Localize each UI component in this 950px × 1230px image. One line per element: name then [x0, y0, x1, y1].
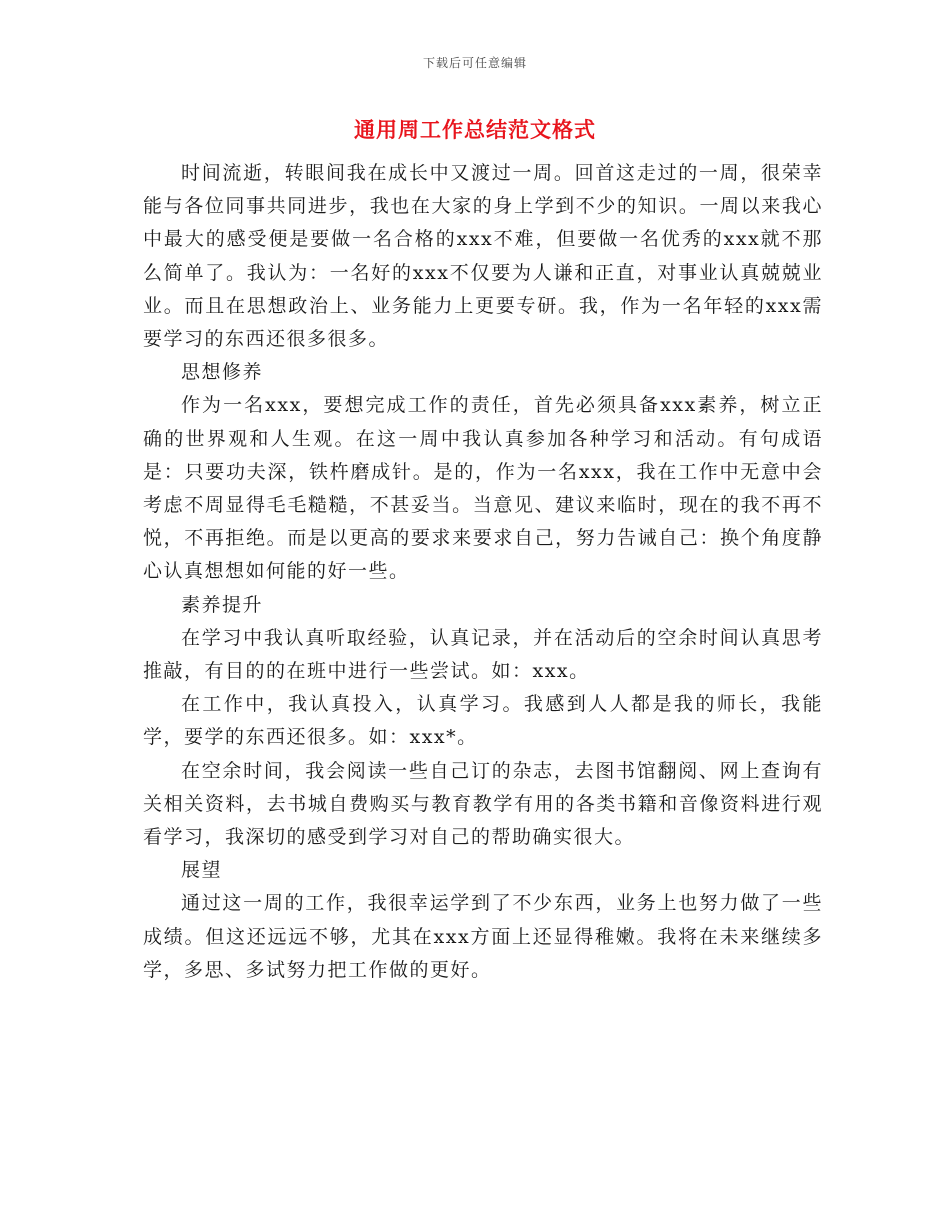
document-body: [143, 157, 823, 987]
section-heading-outlook: 展望: [181, 859, 223, 882]
section-heading-improvement: 素养提升: [181, 593, 264, 616]
paragraph-learning: 在学习中我认真听取经验，认真记录，并在活动后的空余时间认真思考推敲，有目的的在班中进行一些尝试。如：xxx。: [143, 626, 823, 683]
document-title: 通用周工作总结范文格式: [354, 118, 596, 142]
paragraph-intro: 时间流逝，转眼间我在成长中又渡过一周。回首这走过的一周，很荣幸能与各位同事共同进步，我也在大家的身上学到不少的知识。一周以来我心中最大的感受便是要做一名合格的xxx不难，但要做一名优秀的xxx就不那么简单了。我认为：一名好的xxx不仅要为人谦和正直，对事业认真兢兢业业。而且在思想政治上、业务能力上更要专研。我，作为一名年轻的xxx需要学习的东西还很多很多。: [143, 162, 823, 351]
paragraph-outlook: 通过这一周的工作，我很幸运学到了不少东西，业务上也努力做了一些成绩。但这还远远不够，尤其在xxx方面上还显得稚嫩。我将在未来继续多学，多思、多试努力把工作做的更好。: [143, 892, 823, 981]
paragraph-work: 在工作中，我认真投入，认真学习。我感到人人都是我的师长，我能学，要学的东西还很多。如：xxx*。: [143, 693, 823, 749]
paragraph-ideology: 作为一名xxx，要想完成工作的责任，首先必须具备xxx素养，树立正确的世界观和人生观。在这一周中我认真参加各种学习和活动。有句成语是：只要功夫深，铁杵磨成针。是的，作为一名xxx，我在工作中无意中会考虑不周显得毛毛糙糙，不甚妥当。当意见、建议来临时，现在的我不再不悦，不再拒绝。而是以更高的要求来要求自己，努力告诫自己：换个角度静心认真想想如何能的好一些。: [143, 394, 823, 583]
section-heading-ideology: 思想修养: [181, 361, 264, 384]
page-header: 下载后可任意编辑: [422, 56, 527, 70]
paragraph-spare-time: 在空余时间，我会阅读一些自己订的杂志，去图书馆翻阅、网上查询有关相关资料，去书城自费购买与教育教学有用的各类书籍和音像资料进行观看学习，我深切的感受到学习对自己的帮助确实很大。: [143, 759, 823, 849]
